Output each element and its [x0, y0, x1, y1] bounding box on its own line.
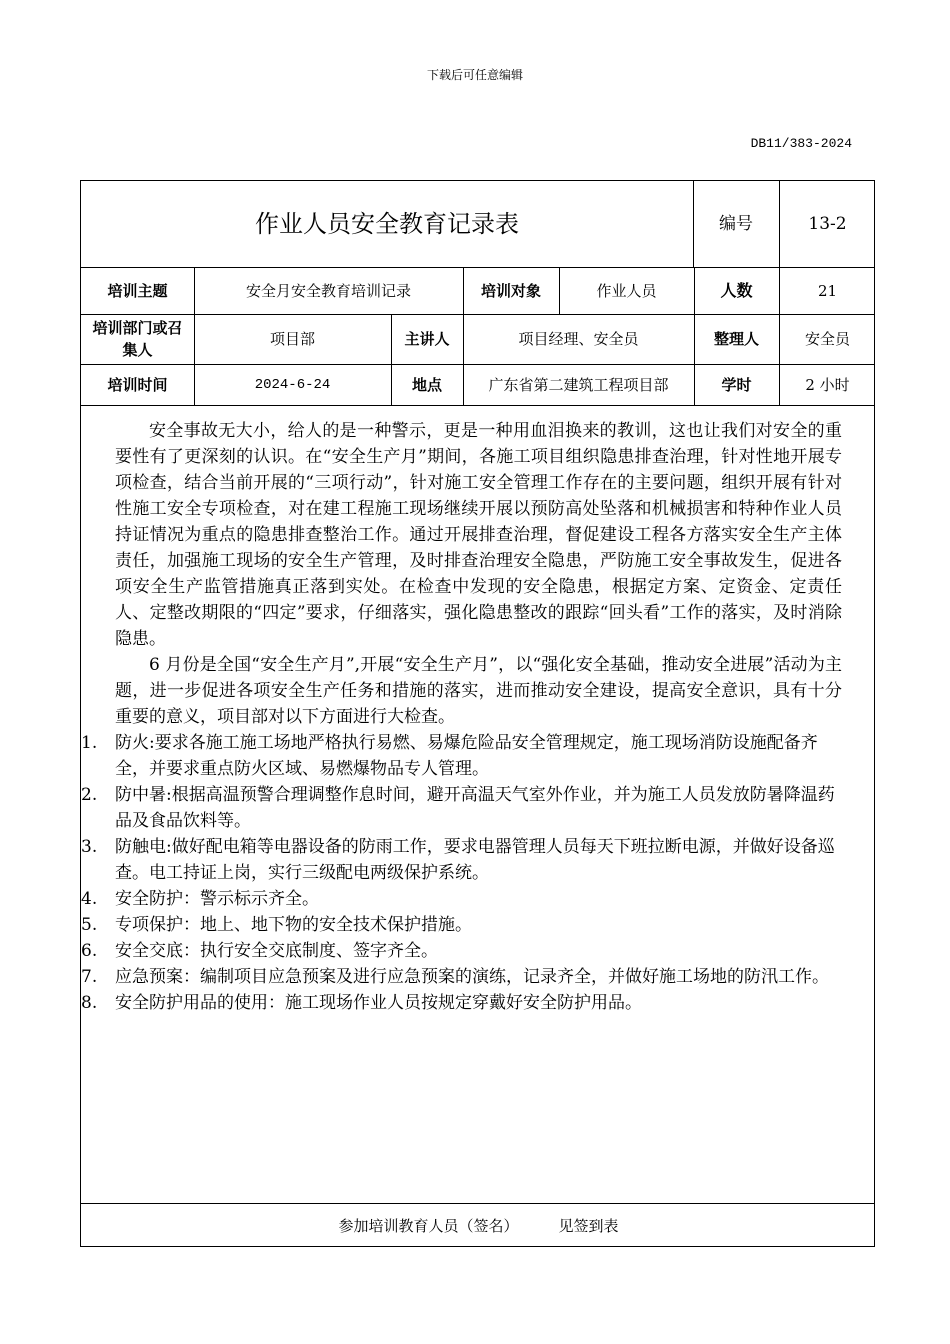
list-number: 3. — [81, 837, 98, 857]
document-number: DB11/383-2024 — [750, 136, 852, 151]
place-value: 广东省第二建筑工程项目部 — [488, 375, 669, 394]
hours-value: 2 小时 — [805, 375, 850, 394]
header-note: 下载后可任意编辑 — [426, 68, 523, 82]
time-value: 2024-6-24 — [254, 376, 331, 393]
list-item — [81, 964, 842, 990]
list-item — [81, 938, 842, 964]
signature-value: 见签到表 — [558, 1216, 619, 1235]
list-number: 1. — [81, 733, 98, 753]
list-item — [81, 730, 842, 782]
list-item — [81, 912, 842, 938]
dept-value: 项目部 — [269, 330, 315, 348]
list-number: 7. — [81, 967, 98, 987]
dept-label: 培训部门或召集人 — [92, 319, 183, 359]
list-text: 安全防护：警示标示齐全。 — [115, 889, 319, 909]
time-label: 培训时间 — [107, 375, 168, 394]
list-number: 8. — [81, 993, 98, 1013]
place-label: 地点 — [411, 375, 442, 394]
hours-label: 学时 — [721, 375, 752, 394]
list-text: 防触电:做好配电箱等电器设备的防雨工作，要求电器管理人员每天下班拉断电源，并做好设备巡查。电工持证上岗，实行三级配电两级保护系统。 — [115, 837, 835, 883]
target-value: 作业人员 — [596, 281, 657, 300]
record-form — [80, 180, 875, 1247]
organizer-label: 整理人 — [713, 330, 759, 348]
list-number: 2. — [81, 785, 98, 805]
inspection-list — [81, 730, 876, 1016]
list-number: 6. — [81, 941, 98, 961]
training-content — [81, 406, 876, 1016]
organizer-value: 安全员 — [804, 330, 850, 348]
count-value: 21 — [817, 281, 838, 300]
count-label: 人数 — [720, 280, 753, 300]
list-number: 4. — [81, 889, 98, 909]
target-label: 培训对象 — [480, 281, 541, 300]
signature-row — [81, 1203, 876, 1247]
list-item — [81, 782, 842, 834]
number-value: 13-2 — [808, 214, 847, 234]
list-number: 5. — [81, 915, 98, 935]
speaker-label: 主讲人 — [404, 330, 450, 348]
list-text: 安全交底：执行安全交底制度、签字齐全。 — [115, 941, 438, 961]
topic-value: 安全月安全教育培训记录 — [245, 281, 411, 300]
list-text: 应急预案：编制项目应急预案及进行应急预案的演练，记录齐全，并做好施工场地的防汛工作。 — [115, 967, 829, 987]
content-paragraph: 安全事故无大小，给人的是一种警示，更是一种用血泪换来的教训，这也让我们对安全的重要性有了更深刻的认识。在“安全生产月”期间，各施工项目组织隐患排查治理，针对性地开展专项检查，结合当前开展的“三项行动”，针对施工安全管理工作存在的主要问题，组织开展有针对性施工安全专项检查，对在建工程施工现场继续开展以预防高处坠落和机械损害和特种作业人员持证情况为重点的隐患排查整治工作。通过开展排查治理，督促建设工程各方落实安全生产主体责任，加强施工现场的安全生产管理，及时排查治理安全隐患，严防施工安全事故发生，促进各项安全生产监管措施真正落到实处。在检查中发现的安全隐患，根据定方案、定资金、定责任人、定整改期限的“四定”要求，仔细落实，强化隐患整改的跟踪“回头看”工作的落实，及时消除隐患。 — [115, 421, 842, 649]
list-text: 专项保护：地上、地下物的安全技术保护措施。 — [115, 915, 472, 935]
list-item — [81, 834, 842, 886]
form-title: 作业人员安全教育记录表 — [255, 210, 519, 238]
topic-label: 培训主题 — [107, 281, 168, 300]
content-paragraph: 6 月份是全国“安全生产月”,开展“安全生产月”，以“强化安全基础，推动安全进展”活动为主题，进一步促进各项安全生产任务和措施的落实，进而推动安全建设，提高安全意识，具有十分重要的意义，项目部对以下方面进行大检查。 — [115, 655, 842, 727]
list-text: 防中暑:根据高温预警合理调整作息时间，避开高温天气室外作业，并为施工人员发放防暑降温药品及食品饮料等。 — [115, 785, 835, 831]
list-item — [81, 886, 842, 912]
list-text: 安全防护用品的使用：施工现场作业人员按规定穿戴好安全防护用品。 — [115, 993, 642, 1013]
signature-label: 参加培训教育人员（签名） — [338, 1216, 519, 1235]
list-text: 防火:要求各施工施工场地严格执行易燃、易爆危险品安全管理规定，施工现场消防设施配备齐全，并要求重点防火区域、易燃爆物品专人管理。 — [115, 733, 818, 779]
list-item — [81, 990, 842, 1016]
speaker-value: 项目经理、安全员 — [518, 330, 639, 348]
number-label: 编号 — [719, 214, 753, 234]
